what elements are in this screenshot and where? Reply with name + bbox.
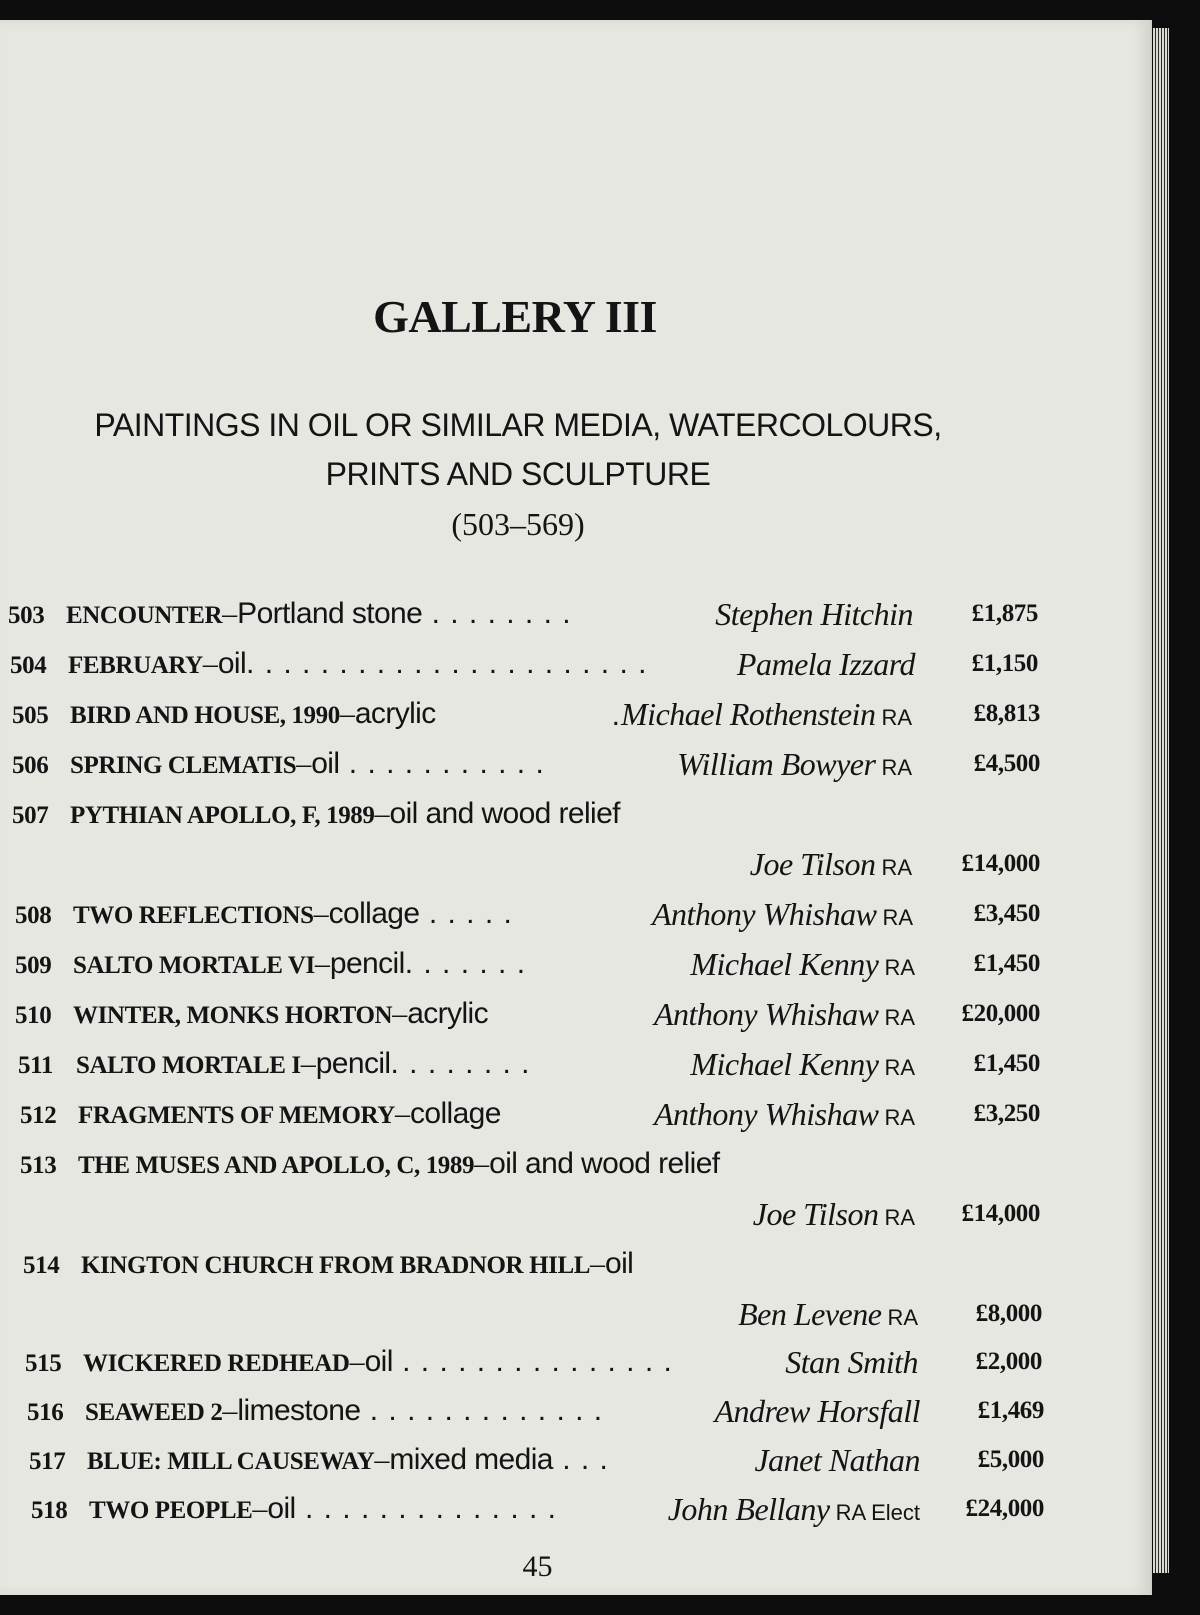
entry-title: BIRD AND HOUSE, 1990: [70, 702, 340, 729]
entry-artist: William Bowyer: [677, 746, 876, 782]
entry-title: BLUE: MILL CAUSEWAY: [87, 1448, 375, 1475]
list-item-514: 514 KINGTON CHURCH FROM BRADNOR HILL–oil: [23, 1242, 918, 1286]
leader-dots: . . . . . . .: [404, 947, 527, 980]
entry-price: £2,000: [975, 1348, 1042, 1375]
list-item-512: 512 FRAGMENTS OF MEMORY–collage Anthony Whishaw RA: [20, 1092, 915, 1136]
entry-artist: Andrew Horsfall: [714, 1393, 920, 1429]
leader-dots: . . .: [562, 1443, 609, 1476]
entry-medium: oil: [364, 1345, 393, 1378]
entry-title: WICKERED REDHEAD: [83, 1350, 350, 1377]
entry-medium: limestone: [237, 1394, 361, 1427]
page-title: GALLERY III: [373, 291, 657, 342]
entry-price: £20,000: [961, 1000, 1040, 1027]
entry-artist: Joe Tilson: [749, 846, 876, 882]
entry-number: 511: [18, 1052, 53, 1079]
entry-artist: Michael Rothenstein: [621, 696, 876, 732]
entry-title: TWO REFLECTIONS: [73, 902, 314, 929]
entry-price: £5,000: [977, 1446, 1044, 1473]
list-item-508: 508 TWO REFLECTIONS–collage . . . . . Anthony Whishaw RA: [15, 892, 913, 936]
entry-title: TWO PEOPLE: [89, 1497, 253, 1524]
entry-number: 513: [20, 1152, 57, 1179]
leader-dots: . . . . . . . . . . . . .: [369, 1394, 604, 1427]
list-item-507-continuation: [12, 842, 912, 886]
leader-dots: . . . . .: [428, 897, 513, 930]
section-subtitle-line-2: PRINTS AND SCULPTURE: [325, 456, 711, 492]
entry-number: 503: [8, 602, 45, 629]
entry-honour: RA: [882, 905, 913, 930]
entry-number: 509: [15, 952, 52, 979]
entry-price: £8,000: [975, 1300, 1042, 1327]
entry-number: 517: [29, 1448, 66, 1475]
list-item-507: 507 PYTHIAN APOLLO, F, 1989–oil and wood relief: [12, 792, 912, 836]
list-item-514-continuation: [23, 1292, 918, 1336]
entry-medium: acrylic: [354, 697, 436, 730]
entry-medium: collage: [328, 897, 420, 930]
list-item-509: 509 SALTO MORTALE VI–pencil. . . . . . . Michael Kenny RA: [15, 942, 915, 986]
entry-price: £1,875: [971, 600, 1038, 627]
entry-medium: oil: [311, 747, 340, 780]
entry-artist: Anthony Whishaw: [653, 1096, 879, 1132]
entry-honour: RA: [881, 705, 912, 730]
entry-medium: acrylic: [407, 997, 488, 1030]
entry-price: £1,450: [973, 950, 1040, 977]
list-item-511: 511 SALTO MORTALE I–pencil. . . . . . . . Michael Kenny RA: [18, 1042, 915, 1086]
entry-price: £4,500: [973, 750, 1040, 777]
entry-price: £8,813: [973, 700, 1040, 727]
entry-honour: RA: [884, 1105, 915, 1130]
entry-price: £3,250: [973, 1100, 1040, 1127]
entry-price: £1,150: [971, 650, 1038, 677]
entry-title: THE MUSES AND APOLLO, C, 1989: [78, 1152, 475, 1179]
entry-artist: Stan Smith: [785, 1344, 918, 1380]
entry-artist: Joe Tilson: [752, 1196, 879, 1232]
entry-title: SALTO MORTALE I: [76, 1052, 301, 1079]
entry-number: 514: [23, 1252, 60, 1279]
entry-price: £3,450: [973, 900, 1040, 927]
leader-dots: .: [611, 699, 622, 732]
entry-medium: Portland stone: [237, 597, 423, 630]
entry-artist: Michael Kenny: [690, 1046, 879, 1082]
entry-title: FEBRUARY: [68, 652, 203, 679]
entry-number: 518: [31, 1497, 68, 1524]
entry-price: £1,469: [977, 1397, 1044, 1424]
entry-price: £1,450: [973, 1050, 1040, 1077]
entry-number: 512: [20, 1102, 57, 1129]
entry-artist: John Bellany: [667, 1491, 830, 1527]
entry-honour: RA Elect: [835, 1500, 920, 1525]
list-item-510: 510 WINTER, MONKS HORTON–acrylic Anthony Whishaw RA: [15, 992, 915, 1036]
entry-title: FRAGMENTS OF MEMORY: [78, 1102, 395, 1129]
list-item-505: 505 BIRD AND HOUSE, 1990–acrylic .Michael Rothenstein RA: [12, 692, 912, 736]
entry-number: 516: [27, 1399, 64, 1426]
list-item-504: 504 FEBRUARY–oil. . . . . . . . . . . . . . . . . . . . . . Pamela Izzard: [10, 642, 915, 686]
show-through-text: [0, 130, 1100, 180]
entry-honour: RA: [884, 1005, 915, 1030]
entry-title: PYTHIAN APOLLO, F, 1989: [70, 802, 375, 829]
entry-price: £14,000: [961, 1200, 1040, 1227]
entry-honour: RA: [884, 955, 915, 980]
entry-artist: Ben Levene: [738, 1296, 882, 1332]
list-item-518: 518 TWO PEOPLE–oil . . . . . . . . . . . . . . John Bellany RA Elect: [31, 1487, 920, 1531]
leader-dots: . . . . . . . . . . . . . . . . . . . . . .: [246, 647, 648, 680]
entry-title: SPRING CLEMATIS: [70, 752, 297, 779]
entry-medium: oil and wood relief: [489, 1147, 720, 1180]
entry-medium: pencil: [315, 1047, 391, 1080]
entry-honour: RA: [881, 855, 912, 880]
entry-number: 510: [15, 1002, 52, 1029]
entry-number: 505: [12, 702, 49, 729]
entry-number: 506: [12, 752, 49, 779]
entry-medium: collage: [409, 1097, 501, 1130]
entry-title: KINGTON CHURCH FROM BRADNOR HILL: [81, 1252, 590, 1279]
leader-dots: . . . . . . . . . . . . . . .: [402, 1345, 673, 1378]
leader-dots: . . . . . . . . . . .: [348, 747, 545, 780]
catalogue-range: (503–569): [451, 506, 585, 542]
entry-medium: mixed media: [389, 1443, 553, 1476]
catalogue-page: [0, 20, 1152, 1595]
entry-medium: pencil: [329, 947, 405, 980]
entry-price: £24,000: [965, 1495, 1044, 1522]
entry-artist: Pamela Izzard: [736, 646, 915, 682]
entry-price: £14,000: [961, 850, 1040, 877]
entry-honour: RA: [887, 1305, 918, 1330]
entry-medium: oil: [605, 1247, 634, 1280]
list-item-515: 515 WICKERED REDHEAD–oil . . . . . . . . . . . . . . . Stan Smith: [25, 1340, 918, 1384]
leader-dots: . . . . . . . . . . . . . .: [304, 1492, 557, 1525]
entry-artist: Stephen Hitchin: [715, 596, 913, 632]
entry-honour: RA: [884, 1205, 915, 1230]
list-item-517: 517 BLUE: MILL CAUSEWAY–mixed media . . . Janet Nathan: [29, 1438, 920, 1482]
entry-title: ENCOUNTER: [66, 602, 223, 629]
entry-medium: oil: [267, 1492, 296, 1525]
entry-artist: Anthony Whishaw: [651, 896, 877, 932]
list-item-506: 506 SPRING CLEMATIS–oil . . . . . . . . . . . William Bowyer RA: [12, 742, 912, 786]
list-item-516: 516 SEAWEED 2–limestone . . . . . . . . . . . . . Andrew Horsfall: [27, 1389, 920, 1433]
entry-honour: RA: [881, 755, 912, 780]
entry-number: 508: [15, 902, 52, 929]
entry-honour: RA: [884, 1055, 915, 1080]
leader-dots: . . . . . . . .: [431, 597, 572, 630]
entry-artist: Janet Nathan: [754, 1442, 920, 1478]
entry-number: 507: [12, 802, 49, 829]
entry-medium: oil: [217, 647, 247, 680]
entry-artist: Anthony Whishaw: [653, 996, 879, 1032]
list-item-513-continuation: [20, 1192, 915, 1236]
entry-medium: oil and wood relief: [389, 797, 620, 830]
entry-title: SALTO MORTALE VI: [73, 952, 315, 979]
entry-artist: Michael Kenny: [690, 946, 879, 982]
list-item-513: 513 THE MUSES AND APOLLO, C, 1989–oil and wood relief: [20, 1142, 915, 1186]
entry-title: WINTER, MONKS HORTON: [73, 1002, 393, 1029]
entry-number: 504: [10, 652, 47, 679]
page-number: 45: [522, 1550, 553, 1583]
list-item-503: 503 ENCOUNTER–Portland stone . . . . . . . . Stephen Hitchin: [8, 592, 913, 636]
leader-dots: . . . . . . . .: [390, 1047, 531, 1080]
section-subtitle-line-1: PAINTINGS IN OIL OR SIMILAR MEDIA, WATERCOLOURS,: [94, 407, 942, 443]
entry-title: SEAWEED 2: [85, 1399, 223, 1426]
entry-number: 515: [25, 1350, 62, 1377]
page-edge: [1153, 28, 1169, 1573]
